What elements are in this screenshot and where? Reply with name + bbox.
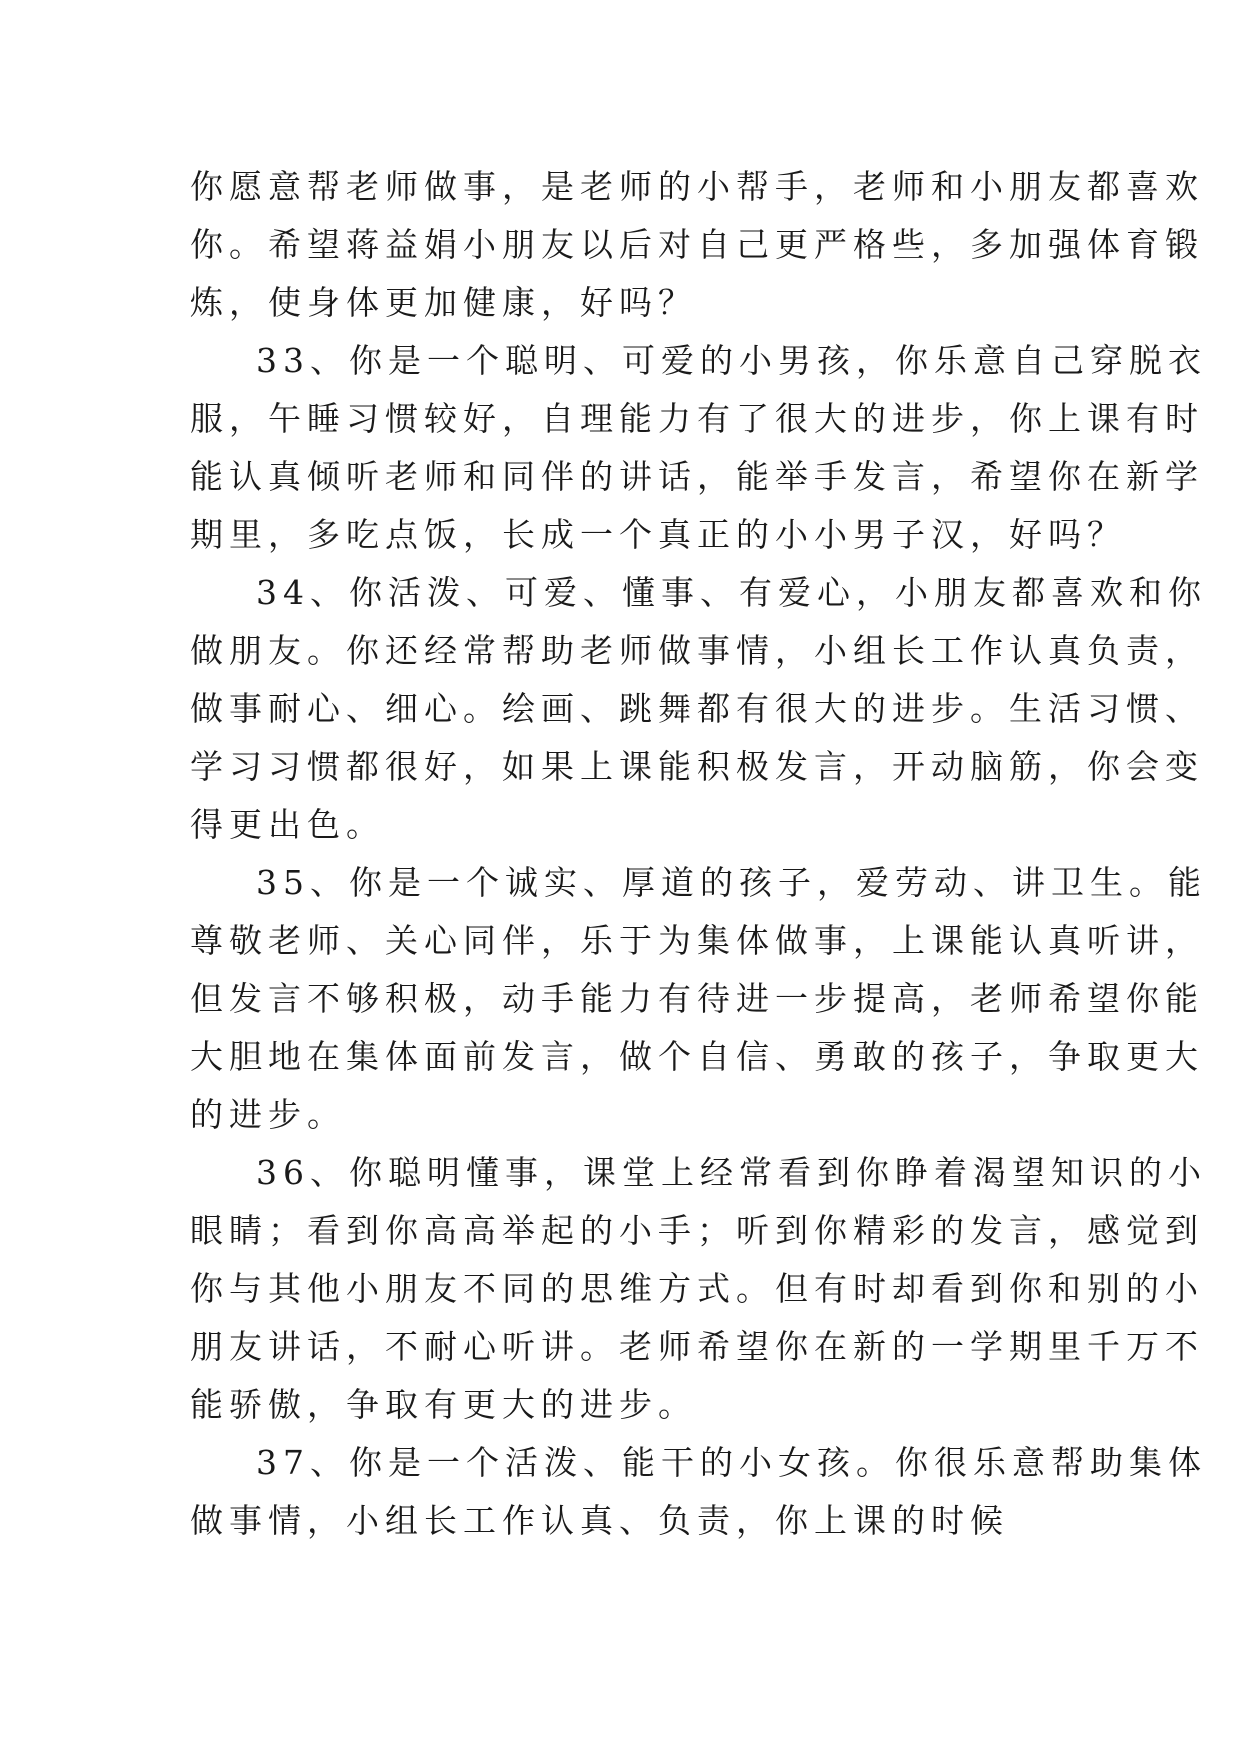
text-line: 你与其他小朋友不同的思维方式。但有时却看到你和别的小 [190, 1269, 1204, 1308]
document-body [190, 158, 1207, 1550]
text-line: 能认真倾听老师和同伴的讲话，能举手发言，希望你在新学 [190, 457, 1204, 496]
text-line: 服，午睡习惯较好，自理能力有了很大的进步，你上课有时 [190, 399, 1204, 438]
text-line: 你愿意帮老师做事，是老师的小帮手，老师和小朋友都喜欢 [190, 167, 1204, 206]
text-line: 期里，多吃点饭，长成一个真正的小小男子汉，好吗？ [190, 515, 1126, 554]
text-line: 的进步。 [190, 1095, 346, 1134]
text-line: 学习习惯都很好，如果上课能积极发言，开动脑筋，你会变 [190, 747, 1204, 786]
text-line: 能骄傲，争取有更大的进步。 [190, 1385, 697, 1424]
text-line: 眼睛；看到你高高举起的小手；听到你精彩的发言，感觉到 [190, 1211, 1204, 1250]
text-line: 炼，使身体更加健康，好吗？ [190, 283, 697, 322]
text-line: 但发言不够积极，动手能力有待进一步提高，老师希望你能 [190, 979, 1204, 1018]
text-line: 朋友讲话，不耐心听讲。老师希望你在新的一学期里千万不 [190, 1327, 1204, 1366]
paragraph-37-start: 37、你是一个活泼、能干的小女孩。你很乐意帮助集体 [256, 1443, 1207, 1482]
text-line: 得更出色。 [190, 805, 385, 844]
text-line: 大胆地在集体面前发言，做个自信、勇敢的孩子，争取更大 [190, 1037, 1204, 1076]
text-line: 尊敬老师、关心同伴，乐于为集体做事，上课能认真听讲， [190, 921, 1204, 960]
paragraph-33-start: 33、你是一个聪明、可爱的小男孩，你乐意自己穿脱衣 [256, 341, 1207, 380]
text-line: 你。希望蒋益娟小朋友以后对自己更严格些，多加强体育锻 [190, 225, 1204, 264]
text-line: 做事耐心、细心。绘画、跳舞都有很大的进步。生活习惯、 [190, 689, 1204, 728]
paragraph-36-start: 36、你聪明懂事，课堂上经常看到你睁着渴望知识的小 [256, 1153, 1207, 1192]
text-line: 做事情，小组长工作认真、负责，你上课的时候 [190, 1501, 1009, 1540]
text-line: 做朋友。你还经常帮助老师做事情，小组长工作认真负责， [190, 631, 1204, 670]
paragraph-34-start: 34、你活泼、可爱、懂事、有爱心，小朋友都喜欢和你 [256, 573, 1207, 612]
paragraph-35-start: 35、你是一个诚实、厚道的孩子，爱劳动、讲卫生。能 [256, 863, 1207, 902]
